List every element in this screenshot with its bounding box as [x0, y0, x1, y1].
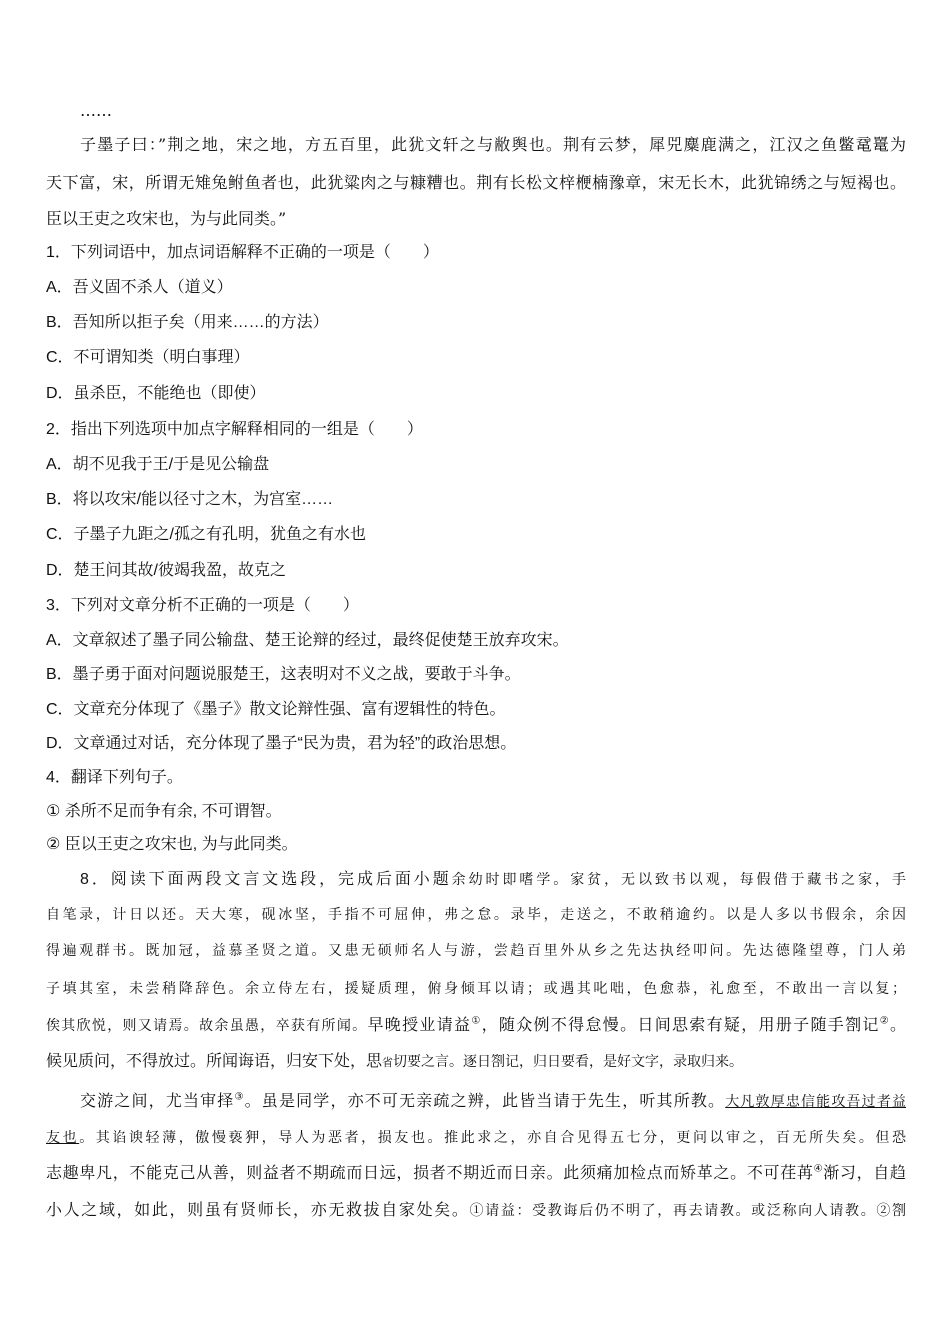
- passage1-line-1: 子墨子曰：”荆之地，宋之地，方五百里，此犹文轩之与敝舆也。荆有云梦，犀兕麋鹿满之，江汉之鱼鳖鼋鼍为: [80, 135, 906, 154]
- question-1-option-b: B．吾知所以拒子矣（用来……的方法）: [46, 314, 329, 331]
- question-8-line-1: [80, 868, 906, 891]
- question-3-option-c: C．文章充分体现了《墨子》散文论辩性强、富有逻辑性的特色。: [46, 701, 506, 718]
- question-4-stem: 4．翻译下列句子。: [46, 769, 183, 786]
- para2-line-2-rest: 。其谄谀轻薄，傲慢亵狎，导人为恶者，损友也。推此求之，亦自合见得五七分，更问以审之，百无所失矣。但恐: [79, 1130, 906, 1146]
- question-4-item-1: ① 杀所不足而争有余, 不可谓智。: [46, 803, 282, 820]
- para2-line-1-b: 。虽是同学，亦不可无亲疏之辨，此皆当请于先生，听其所教。: [244, 1093, 726, 1110]
- question-1-option-c: C．不可谓知类（明白事理）: [46, 349, 250, 366]
- question-8-line-5: [46, 1014, 906, 1037]
- question-8-line-6-a: 候见质问，不得放过。所闻诲语，归安下处，思: [46, 1053, 383, 1070]
- footnote-ref-4: ④: [813, 1163, 824, 1175]
- question-1-option-a: A．吾义固不杀人（道义）: [46, 279, 233, 296]
- para2-line-4: [46, 1199, 906, 1222]
- question-8-line-6-b: 省: [382, 1056, 394, 1069]
- question-8-lead: 8．阅读下面两段文言文选段，完成后面小题: [80, 871, 452, 888]
- question-3-option-d: D．文章通过对话，充分体现了墨子“民为贵，君为轻”的政治思想。: [46, 735, 517, 752]
- question-1-stem: 1．下列词语中，加点词语解释不正确的一项是（ ）: [46, 244, 439, 261]
- passage1-line-2: 天下富，宋，所谓无雉兔鲋鱼者也，此犹粱肉之与糠糟也。荆有长松文梓楩楠豫章，宋无长木，此犹锦绣之与短褐也。: [46, 173, 906, 192]
- question-2-option-a: A．胡不见我于王/于是见公输盘: [46, 456, 270, 473]
- question-8-line-5-c: ，随众例不得怠慢。日间思索有疑，用册子随手劄记: [481, 1017, 880, 1034]
- question-3-option-b: B．墨子勇于面对问题说服楚王，这表明对不义之战，要敢于斗争。: [46, 666, 521, 683]
- question-3-option-a: A．文章叙述了墨子同公输盘、楚王论辩的经过，最终促使楚王放弃攻宋。: [46, 632, 569, 649]
- question-8-line-1-text: 余幼时即嗜学。家贫，无以致书以观，每假借于藏书之家，手: [451, 872, 906, 888]
- para2-footnote-text: ①请益：受教诲后仍不明了，再去请教。或泛称向人请教。②劄: [469, 1203, 906, 1219]
- question-8-line-6-c: 切要之言。逐日劄记，归日要看，是好文字，录取归来。: [393, 1054, 744, 1070]
- para2-underlined-sentence-1: 大凡敦厚忠信能攻吾过者益: [725, 1094, 906, 1110]
- question-2-option-c: C．子墨子九距之/孤之有孔明，犹鱼之有水也: [46, 526, 367, 543]
- ellipsis-marker: ……: [80, 101, 112, 120]
- question-8-line-5-b: 早晚授业请益: [367, 1017, 472, 1034]
- question-8-line-3: 得遍观群书。既加冠，益慕圣贤之道。又患无硕师名人与游，尝趋百里外从乡之先达执经叩问。先达德隆望尊，门人弟: [46, 943, 906, 959]
- para2-underlined-sentence-2: 友也: [46, 1130, 80, 1146]
- footnote-ref-3: ③: [234, 1091, 245, 1103]
- question-2-option-d: D．楚王问其故/彼竭我盈，故克之: [46, 562, 287, 579]
- para2-line-2: [46, 1126, 906, 1149]
- para2-line-1-a: 交游之间，尤当审择: [80, 1093, 235, 1110]
- question-4-item-2: ② 臣以王吏之攻宋也, 为与此同类。: [46, 836, 298, 853]
- footnote-ref-2: ②: [879, 1015, 890, 1027]
- question-8-line-6: [46, 1050, 906, 1074]
- passage1-line-3: 臣以王吏之攻宋也，为与此同类。”: [46, 209, 287, 228]
- question-2-option-b: B．将以攻宋/能以径寸之木，为宫室……: [46, 491, 334, 508]
- para2-line-1: [80, 1090, 906, 1113]
- question-8-line-5-a: 俟其欣悦，则又请焉。故余虽愚，卒获有所闻。: [46, 1018, 368, 1034]
- question-8-line-5-d: 。: [889, 1017, 906, 1034]
- para2-line-3-a: 志趣卑凡，不能克己从善，则益者不期疏而日远，损者不期近而日亲。此须痛加检点而矫革之。不可荏苒: [46, 1165, 814, 1182]
- question-8-line-2: 自笔录，计日以还。天大寒，砚冰坚，手指不可屈伸，弗之怠。录毕，走送之，不敢稍逾约。以是人多以书假余，余因: [46, 907, 906, 923]
- footnote-ref-1: ①: [471, 1015, 482, 1027]
- para2-line-4-a: 小人之域，如此，则虽有贤师长，亦无救拔自家处矣。: [46, 1202, 470, 1219]
- question-3-stem: 3．下列对文章分析不正确的一项是（ ）: [46, 597, 359, 614]
- para2-line-3: [46, 1162, 906, 1185]
- question-2-stem: 2．指出下列选项中加点字解释相同的一组是（ ）: [46, 421, 423, 438]
- question-8-line-4: 子填其室，未尝稍降辞色。余立侍左右，援疑质理，俯身倾耳以请；或遇其叱咄，色愈恭，礼愈至，不敢出一言以复；: [46, 981, 906, 997]
- para2-line-3-b: 渐习，自趋: [823, 1165, 906, 1182]
- question-1-option-d: D．虽杀臣，不能绝也（即使）: [46, 385, 266, 402]
